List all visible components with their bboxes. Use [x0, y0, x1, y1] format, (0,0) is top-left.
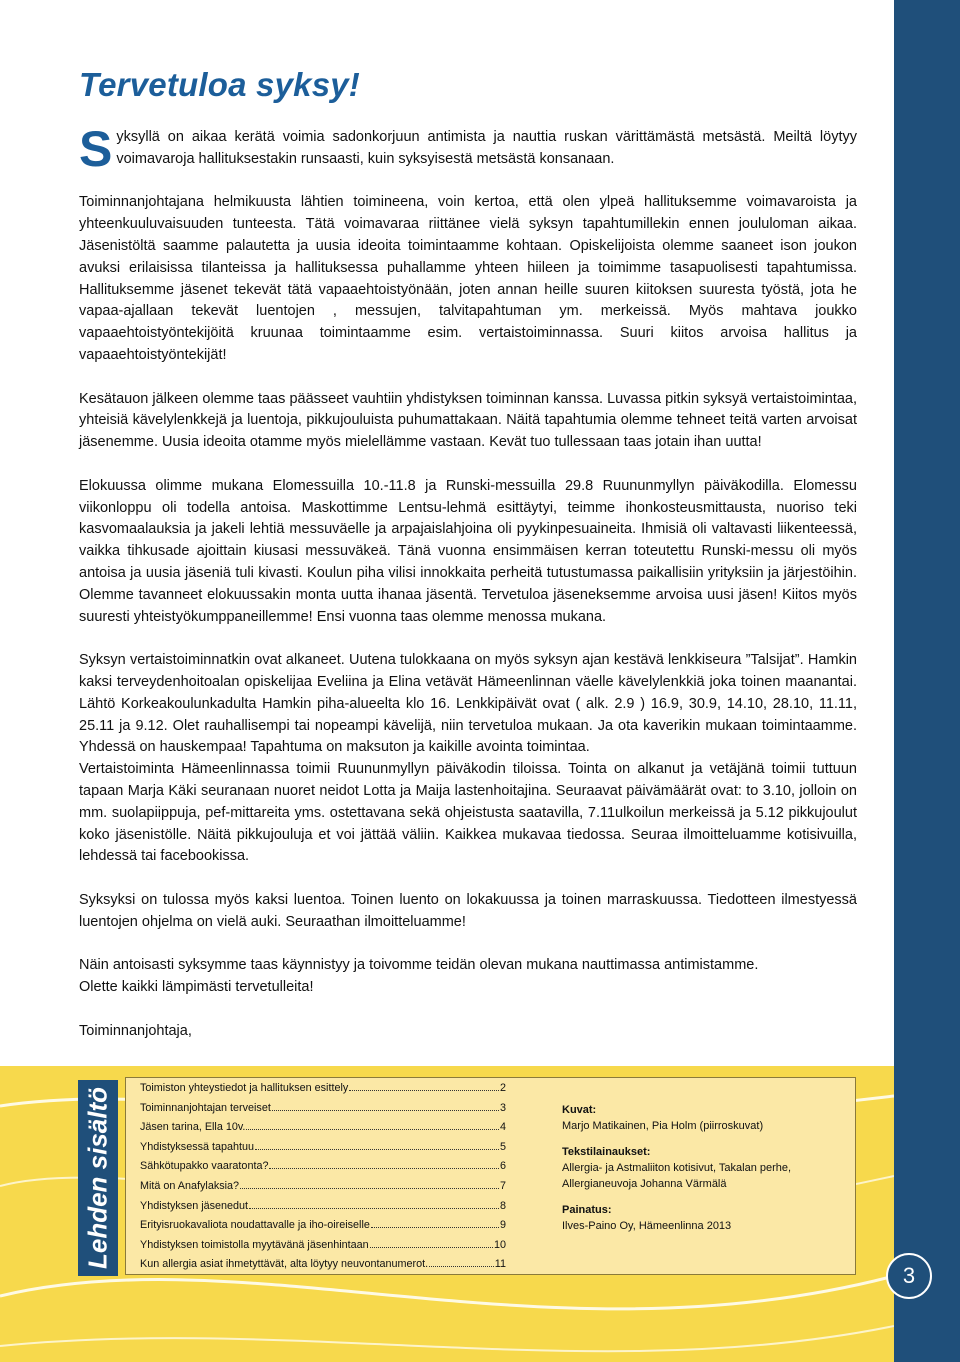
toc-item[interactable]: Kun allergia asiat ihmetyttävät, alta löytyy neuvontanumerot. 11 [140, 1258, 506, 1271]
intro-paragraph [79, 121, 857, 177]
page-number-badge: 3 [886, 1253, 932, 1299]
intro-text: yksyllä on aikaa kerätä voimia sadonkorjuun antimista ja nauttia ruskan värittämästä metsästä. Meiltä löytyy voimavaroja hallituksestakin runsaasti, kuin syksyisestä metsästä konsanaan. [116, 129, 857, 167]
sources-label: Tekstilainaukset: [562, 1146, 651, 1158]
toc-item[interactable]: Mitä on Anafylaksia? 7 [140, 1179, 506, 1192]
photos-credit: Marjo Matikainen, Pia Holm (piirroskuvat) [562, 1120, 764, 1132]
toc-item[interactable]: Toimiston yhteystiedot ja hallituksen esittely 2 [140, 1082, 506, 1094]
article-paragraph: Kesätauon jälkeen olemme taas päässeet vauhtiin yhdistyksen toiminnan kanssa. Luvassa pitkin syksyä vertaistoimintaa, yhteisiä kävelylenkkejä ja luentoja, pikkujouluista puhumattakaan. Näitä tapahtumia olemme tehneet teitä varten arvoisat jäsenemme. Uusia ideoita otamme myös mielellämme vastaan. Kevät tuo tullessaan taas jotain ihan uutta! [79, 390, 857, 451]
credits-block [562, 1102, 842, 1244]
signature-role: Toiminnanjohtaja, [79, 1022, 192, 1039]
sources-credit: Allergia- ja Astmaliiton kotisivut, Takalan perhe, Allergianeuvoja Johanna Värmälä [562, 1162, 792, 1190]
toc-item[interactable]: Yhdistyksessä tapahtuu 5 [140, 1140, 506, 1153]
contents-heading: Lehden sisältö [82, 1086, 113, 1270]
article-body [79, 121, 857, 1108]
toc-item[interactable]: Toiminnanjohtajan terveiset 3 [140, 1101, 506, 1114]
page-title: Tervetuloa syksy! [79, 66, 360, 103]
article-paragraph: Olette kaikki lämpimästi tervetulleita! [79, 979, 314, 996]
photos-label: Kuvat: [562, 1104, 597, 1116]
article-paragraph: Elokuussa olimme mukana Elomessuilla 10.-11.8 ja Runski-messuilla 29.8 Ruununmyllyn päiväkodilla. Elomessu viikonloppu oli todella antoisa. Maskottimme Lentsu-lehmä esittäytyi, teimme ihonkosteusmittausta, nuoriso teki kasvomaalauksia ja jakeli lehtiä messuväelle ja arpajaislahjoina oli pyykinpesuaineita. Ihmisiä oli valtavasti liikenteessä, vaikka tihkusade ajoittain kiusasi messuväkeä. Tänä vuonna ensimmäisen kerran toteutettu Runski-messu oli myös antoisa ja uusia jäseniä tuli kivasti. Koulun piha vilisi innokkaita perheitä tutustumassa paikallisiin yrityksiin ja järjestöihin. Olemme tavanneet elokuussakin monta uutta ihanaa jäsentä. Tervetuloa jäseneksemme arvoisa uusi jäsen! Kiitos myös suuresti yhteistyökumppaneillemme! Ensi vuonna taas olemme menossa mukana. [79, 477, 857, 625]
toc-item[interactable]: Jäsen tarina, Ella 10v. 4 [140, 1121, 506, 1134]
print-label: Painatus: [562, 1204, 612, 1216]
toc-item[interactable]: Sähkötupakko vaaratonta? 6 [140, 1160, 506, 1173]
article-paragraph: Toiminnanjohtajana helmikuusta lähtien toimineena, voin kertoa, että olen ylpeä hallituksemme voimavaroista ja yhteenkuuluvaisuuden tunteesta. Tätä voimavaraa riittänee vielä syksyn tapahtumillekin ennen joululoman aikaa. Jäsenistöltä saamme palautetta ja uusia ideoita toimintaamme kohtaan. Opiskelijoista olemme saaneet ison joukon avuksi erilaisissa tilanteissa ja hallituksessa puhallamme yhteen hiileen ja toimimme tasapuolisesti tapahtumissa. Hallituksemme jäsenet tekevät tätä vapaaehtoistyönään, joten annan heille suuren kiitoksen suuresta työstä, jota he vapaa-ajallaan tekevät luentojen , messujen, talvitapahtuman ym. merkeissä. Myös mahtava joukko vapaaehtoistyöntekijöitä kruunaa toimintaamme esim. vertaistoiminnassa. Suuri kiitos arvoisa hallitus ja vapaaehtoistyöntekijät! [79, 194, 857, 363]
dropcap-letter: S [79, 121, 113, 177]
print-credit: Ilves-Paino Oy, Hämeenlinna 2013 [562, 1220, 732, 1232]
toc-item[interactable]: Yhdistyksen jäsenedut 8 [140, 1199, 506, 1212]
toc-item[interactable]: Yhdistyksen toimistolla myytävänä jäsenhintaan 10 [140, 1238, 506, 1251]
contents-box [125, 1077, 856, 1275]
contents-list [140, 1082, 506, 1278]
toc-item[interactable]: Erityisruokavaliota noudattavalle ja iho-oireiselle 9 [140, 1219, 506, 1232]
article-paragraph: Näin antoisasti syksymme taas käynnistyy ja toivomme teidän olevan mukana nauttimassa antimistamme. [79, 957, 759, 974]
article-paragraph: Syksyksi on tulossa myös kaksi luentoa. Toinen luento on lokakuussa ja toinen marraskuussa. Tiedotteen ilmestyessä luentojen ohjelma on vielä auki. Seuraathan ilmoitteluamme! [79, 891, 857, 930]
article-paragraph: Syksyn vertaistoiminnatkin ovat alkaneet. Uutena tulokkaana on myös syksyn ajan kestävä lenkkiseura ”Talsijat”. Hamkin kaksi terveydenhoitoalan opiskelijaa Eveliina ja Elina vetävät Hämeenlinnan väelle kävelylenkkiä joka toinen maanantai. Lähtö Korkeakoulunkadulta Hamkin piha-alueelta klo 16. Lenkkipäivät ovat ( alk. 2.9 ) 16.9, 30.9, 14.10, 28.10, 11.11, 25.11 ja 9.12. Olet rauhallisempi tai nopeampi kävelijä, niin tervetuloa mukaan. Ja ota kaverikin mukaan toimintaamme. Yhdessä on hauskempaa! Tapahtuma on maksuton ja kaikille avointa toimintaa. [79, 652, 857, 756]
article-paragraph: Vertaistoiminta Hämeenlinnassa toimii Ruununmyllyn päiväkodin tiloissa. Tointa on alkanut ja vetäjänä toimii tuttuun tapaan Marja Käki seuranaan nuoret neidot Lotta ja Maija lastenhoitajina. Seuraavat päivämäärät ovat: to 3.10, jolloin on mm. suolapiippuja, pef-mittareita yms. ostettavana sekä ohjeistusta saatavilla, 7.11ulkoilun merkeissä ja 5.12 pikkujoulut koko jäsenistölle. Näitä pikkujouluja et voi jättää väliin. Kaikkea mukavaa tiedossa. Seuraa ilmoitteluamme kotisivuilla, lehdessä tai facebookissa. [79, 761, 857, 865]
right-sidebar-band [894, 0, 960, 1362]
